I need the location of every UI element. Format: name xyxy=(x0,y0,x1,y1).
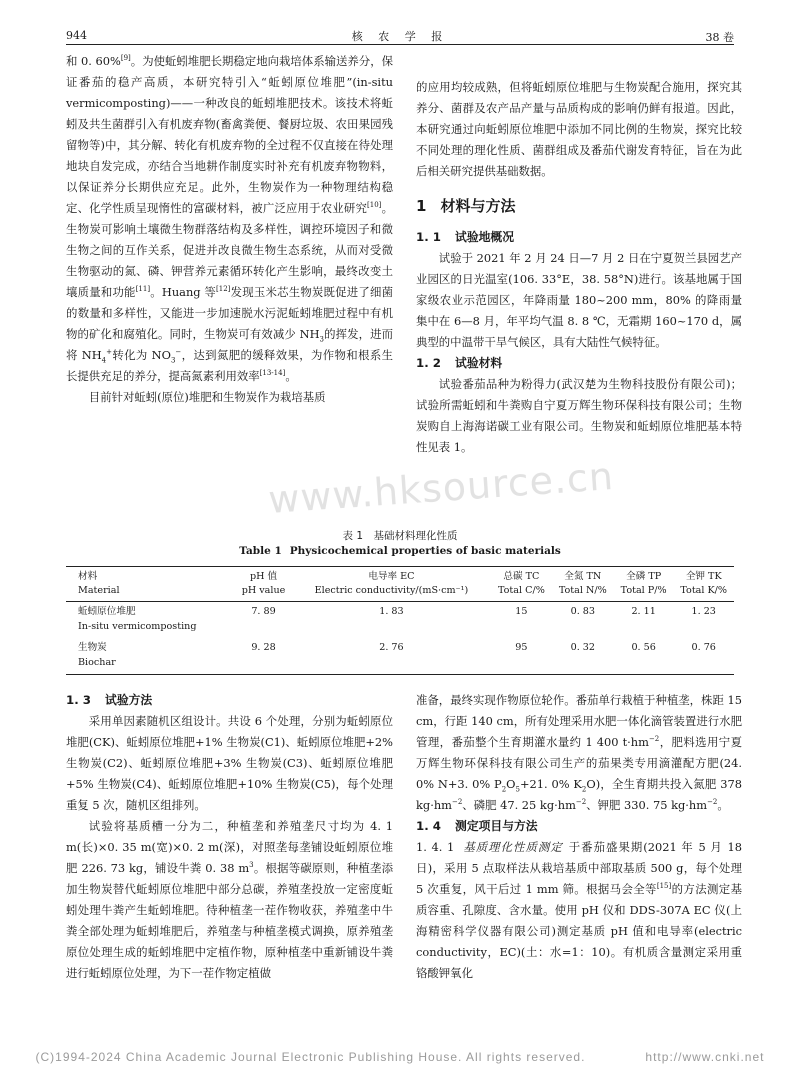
watermark: www.hksource.cn xyxy=(266,453,616,523)
citation[interactable]: [9] xyxy=(120,54,131,63)
citation[interactable]: [10] xyxy=(367,201,382,210)
paragraph: 的应用均较成熟，但将蚯蚓原位堆肥与生物炭配合施用，探究其养分、菌群及农产品产量与品质构成的影响仍鲜有报道。因此，本研究通过向蚯蚓原位堆肥中添加不同比例的生物炭，探究比较不同处理的理化性质、菌群组成及番茄代谢发育特征，旨在为此后相关研究提供基础数据。 xyxy=(416,80,742,178)
subsubsection-title: 基质理化性质测定 xyxy=(462,840,563,854)
column-header: 全钾 TK Total K/% xyxy=(680,571,728,596)
column-header: 总碳 TC Total C/% xyxy=(498,571,545,596)
journal-title: 核 农 学 报 xyxy=(351,30,449,43)
table-cell: 7. 89 xyxy=(251,606,276,617)
citation[interactable]: [11] xyxy=(135,285,151,294)
paragraph: 1. 4. 1 基质理化性质测定 于番茄盛果期(2021 年 5 月 18 日)，采用 5 点取样法从栽培基质中部取基质 500 g，每个处理 5 次重复，风干后过 1 mm 筛。根据马会全等[15]的方法测定基质容重、孔隙度、含水量。使用 pH 仪和 DDS-307A EC 仪(上海精密科学仪器有限公司)测定基质 pH 值和电导率(electric conductivity，EC)(土：水=1：10)。有机质含量测定采用重铬酸钾氧化 xyxy=(416,840,742,980)
table-cell: 95 xyxy=(515,642,528,653)
table-cell: 0. 32 xyxy=(570,642,596,653)
column-header: pH 值 pH value xyxy=(241,571,286,596)
left-column-bottom xyxy=(66,690,393,984)
table-caption-en: Table 1 Physicochemical properties of basic materials xyxy=(239,545,561,557)
table-cell: 0. 76 xyxy=(691,642,716,653)
right-column-bottom xyxy=(416,690,742,984)
volume-label: 38 卷 xyxy=(705,31,734,44)
table-cell: 0. 56 xyxy=(631,642,656,653)
paragraph: 目前针对蚯蚓(原位)堆肥和生物炭作为栽培基质 xyxy=(88,390,326,404)
paragraph: 试验番茄品种为粉得力(武汉楚为生物科技股份有限公司)；试验所需蚯蚓和牛粪购自宁夏万辉生物环保科技有限公司；生物炭购自上海海诺碳工业有限公司。生物炭和蚯蚓原位堆肥基本特性见表 1。 xyxy=(416,377,742,454)
right-column-top xyxy=(416,77,742,458)
citation[interactable]: [15] xyxy=(656,882,672,891)
paragraph: 准备，最终实现作物原位轮作。番茄单行栽植于种植垄，株距 15 cm，行距 140 cm，所有处理采用水肥一体化滴管装置进行水肥管理，番茄整个生育期灌水量约 1 400 $t\cdot hm^{-2}$，肥料选用宁夏万辉生物环保科技有限公司生产的茄果类专用滴灌配方肥(24. 0% N+3. 0% $P_2O_5+21$. 0% $K_2O$)，全生育期共投入氮肥 378 $kg\cdot hm^{-2}$、磷肥 47. 25 $kg\cdot hm^{-2}$、钾肥 330. 75 $kg\cdot hm^{-2}$。 xyxy=(416,693,743,812)
running-header xyxy=(66,24,734,44)
table-row xyxy=(66,638,734,675)
table-header-row xyxy=(66,567,734,602)
column-header: 全磷 TP Total P/% xyxy=(620,571,667,596)
table-cell: 15 xyxy=(515,606,528,617)
table-caption-cn: 表 1 基础材料理化性质 xyxy=(342,530,458,542)
copyright-text: (C)1994-2024 China Academic Journal Electronic Publishing House. All rights reserved. xyxy=(35,1050,586,1064)
table-cell: 2. 76 xyxy=(379,642,404,653)
column-header: 材料 Material xyxy=(78,571,120,596)
subsubsection-number: 1. 4. 1 xyxy=(416,840,455,854)
citation[interactable]: [12] xyxy=(216,285,231,294)
properties-table xyxy=(66,566,734,675)
copyright-footer xyxy=(0,1050,800,1064)
subsection-heading: 1. 3 试验方法 xyxy=(66,693,153,707)
subsection-heading: 1. 2 试验材料 xyxy=(416,356,503,370)
table-cell: 9. 28 xyxy=(251,642,276,653)
table-row xyxy=(66,602,734,639)
column-header: 电导率 EC Electric conductivity/(mS·cm⁻¹) xyxy=(314,571,469,596)
material-cell: 蚯蚓原位堆肥 In-situ vermicomposting xyxy=(78,606,197,632)
paragraph: 试验将基质槽一分为二，种植垄和养殖垄尺寸均为 4. 1 m(长)×0. 35 m(宽)×0. 2 m(深)，对照垄每垄铺设蚯蚓原位堆肥 226. 73 kg，铺设牛粪 0. 38 $m^3$。根据等碳原则，种植垄添加生物炭替代蚯蚓原位堆肥中部分总碳，养殖垄投放一定密度蚯蚓处理牛粪产生蚯蚓堆肥。待种植垄一茬作物收获，养殖垄中牛粪全部处理为蚯蚓堆肥后，养殖垄与种植垄模式调换，原养殖垄原位处理生成的蚯蚓堆肥中定植作物，原种植垄中重新铺设牛粪进行蚯蚓原位处理，为下一茬作物定植做 xyxy=(66,819,393,980)
section-heading: 1 材料与方法 xyxy=(416,197,516,215)
footer-link[interactable]: http://www.cnki.net xyxy=(645,1050,765,1064)
paragraph: 试验于 2021 年 2 月 24 日—7 月 2 日在宁夏贺兰县园艺产业园区的日光温室(106. 33°E，38. 58°N)进行。该基地属于国家级农业示范园区，年降雨量 180~200 mm，80% 的降雨量集中在 6—8 月，年平均气温 8. 8 ℃，无霜期 160~170 d，属典型的中温带干旱气候区，具有大陆性气候特征。 xyxy=(416,251,742,349)
subsection-heading: 1. 4 测定项目与方法 xyxy=(416,819,538,833)
page-number: 944 xyxy=(66,29,87,42)
paragraph: 采用单因素随机区组设计。共设 6 个处理，分别为蚯蚓原位堆肥(CK)、蚯蚓原位堆肥+1% 生物炭(C1)、蚯蚓原位堆肥+2% 生物炭(C2)、蚯蚓原位堆肥+3% 生物炭(C3)、蚯蚓原位堆肥+5% 生物炭(C4)、蚯蚓原位堆肥+10% 生物炭(C5)，每个处理重复 5 次，随机区组排列。 xyxy=(66,714,393,812)
intro-paragraph: 和 0. 60%[9]。为使蚯蚓堆肥长期稳定地向栽培体系输送养分，保证番茄的稳产高质，本研究特引入“蚯蚓原位堆肥”(in-situ vermicomposting)——一种改良的蚯蚓堆肥技术。该技术将蚯蚓及共生菌群引入有机废弃物(畜禽粪便、餐厨垃圾、农田果园残留物等)中，其分解、转化有机废弃物的全过程不仅直接在待处理地块自发完成，亦结合当地耕作制度实时补充有机废弃物物料，以保证养分长期供应充足。此外，生物炭作为一种物理结构稳定、化学性质呈现惰性的富碳材料，被广泛应用于农业研究[10]。生物炭可影响土壤微生物群落结构及多样性，调控环境因子和微生物之间的互作关系，促进并改良微生物生态系统，从而对受微生物驱动的氮、磷、钾营养元素循环转化产生影响，最终改变土壤质量和功能[11]。Huang 等[12]发现玉米芯生物炭既促进了细菌的数量和多样性，又能进一步加速脱水污泥蚯蚓堆肥过程中有机物的矿化和腐殖化。同时，生物炭可有效减少 $NH_3$的挥发，进而将 $NH_4^+$转化为 $NO_3^-$，达到氮肥的缓释效果，为作物和根系生长提供充足的养分，提高氮素利用效率[13-14]。 xyxy=(66,54,393,383)
table-cell: 2. 11 xyxy=(631,606,656,617)
column-header: 全氮 TN Total N/% xyxy=(558,571,607,596)
header-rule xyxy=(66,44,734,45)
table-cell: 1. 83 xyxy=(379,606,404,617)
subsection-heading: 1. 1 试验地概况 xyxy=(416,230,515,244)
left-column-top xyxy=(66,51,393,408)
table-cell: 0. 83 xyxy=(570,606,596,617)
table-cell: 1. 23 xyxy=(691,606,716,617)
material-cell: 生物炭 Biochar xyxy=(78,642,116,668)
citation[interactable]: [13-14] xyxy=(259,369,286,378)
